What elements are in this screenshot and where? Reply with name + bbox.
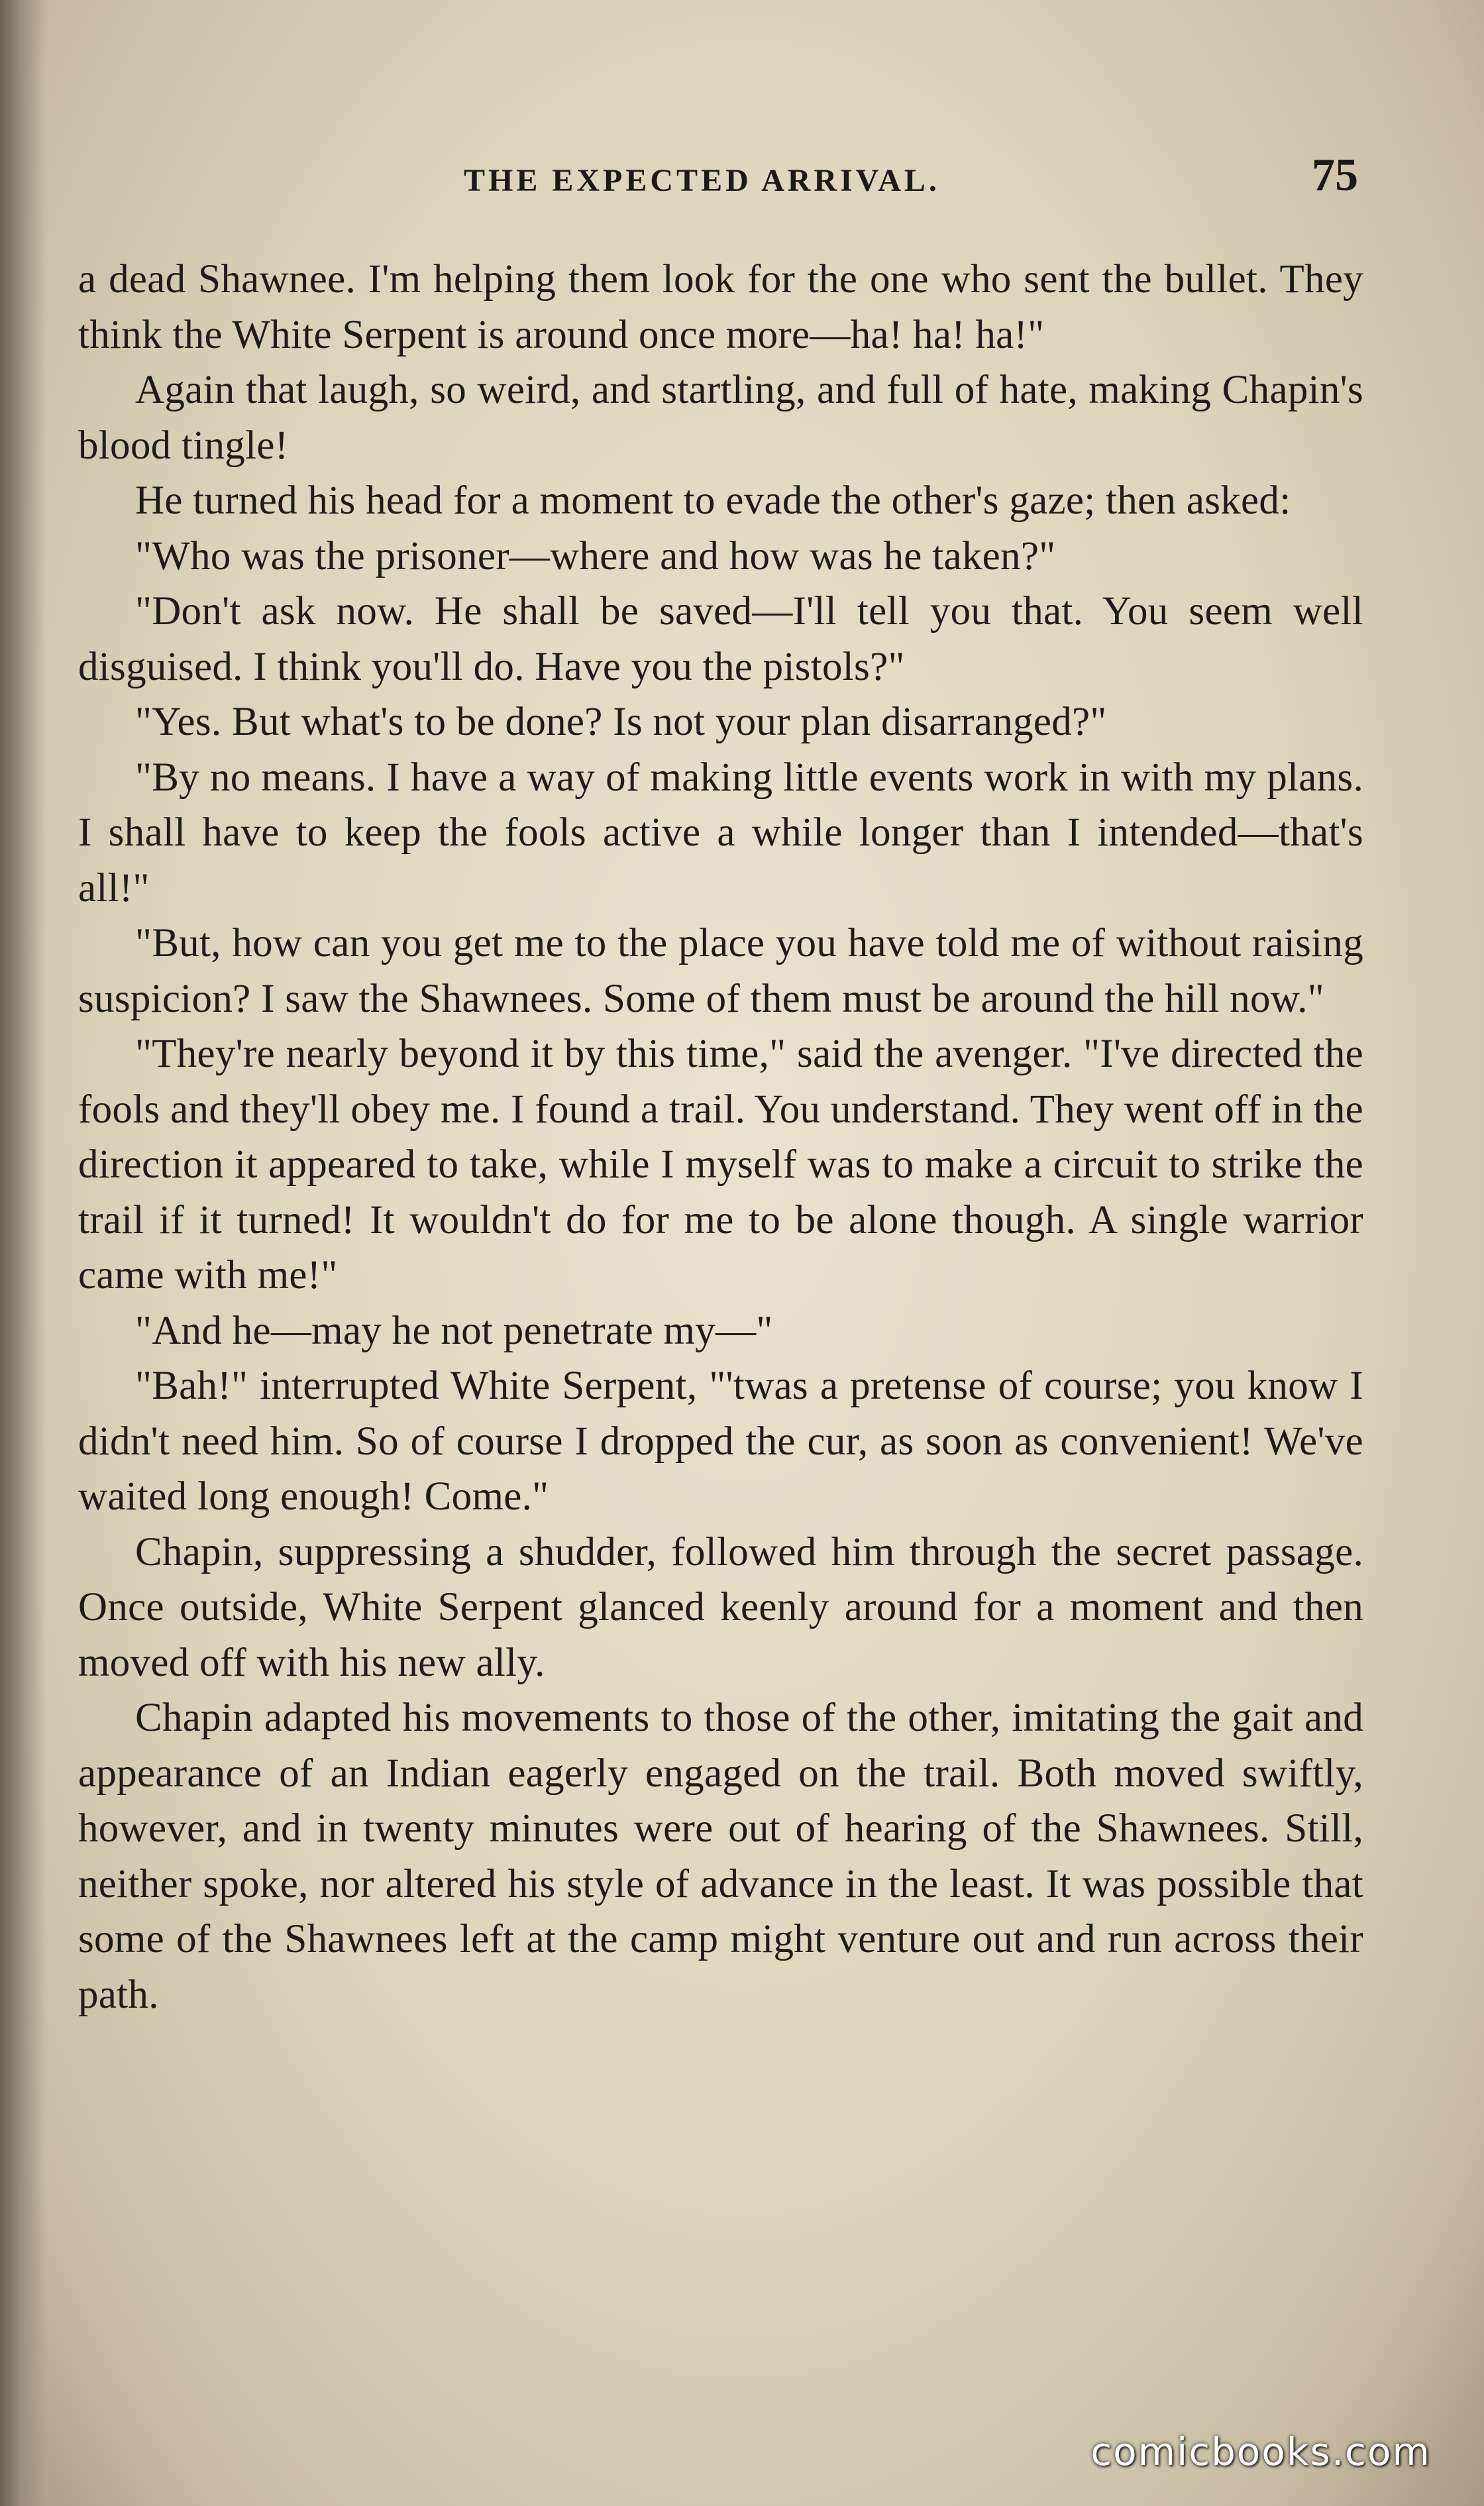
body-text [78,252,1363,2022]
paragraph: "By no means. I have a way of making little events work in with my plans. I shall have to keep the fools active a while longer than I intended—that's all!" [78,755,1363,910]
paragraph: Again that laugh, so weird, and startling, and full of hate, making Chapin's blood tingle! [78,368,1363,468]
page-number: 75 [1312,150,1358,201]
paragraph: Chapin adapted his movements to those of the other, imitating the gait and appearance of an Indian eagerly engaged on the trail. Both moved swiftly, however, and in twenty minutes were out of hearing of the Shawnees. Still, neither spoke, nor altered his style of advance in the least. It was possible that some of the Shawnees left at the camp might venture out and run across their path. [78,1696,1363,2017]
watermark-text: comicbooks.com [1090,2429,1431,2474]
paragraph: "Who was the prisoner—where and how was he taken?" [135,533,1056,578]
paragraph: "But, how can you get me to the place you have told me of without raising suspicion? I saw the Shawnees. Some of them must be around the hill now." [78,921,1363,1021]
paragraph: "Don't ask now. He shall be saved—I'll tell you that. You seem well disguised. I think you'll do. Have you the pistols?" [78,589,1363,689]
running-head: THE EXPECTED ARRIVAL. [464,163,940,198]
page-header [80,149,1358,209]
page-spine-shadow [0,0,46,2506]
paragraph: Chapin, suppressing a shudder, followed him through the secret passage. Once outside, White Serpent glanced keenly around for a moment and then moved off with his new ally. [78,1529,1363,1685]
paragraph: "And he—may he not penetrate my—" [135,1308,773,1353]
paragraph: "Yes. But what's to be done? Is not your plan disarranged?" [135,700,1107,744]
paragraph: "Bah!" interrupted White Serpent, "'twas a pretense of course; you know I didn't need him. So of course I dropped the cur, as soon as convenient! We've waited long enough! Come." [78,1364,1363,1519]
paragraph: "They're nearly beyond it by this time," said the avenger. "I've directed the fools and they'll obey me. I found a trail. You understand. They went off in the direction it appeared to take, while I myself was to make a circuit to strike the trail if it turned! It wouldn't do for me to be alone though. A single warrior came with me!" [78,1032,1363,1297]
paragraph: He turned his head for a moment to evade the other's gaze; then asked: [135,478,1291,523]
paragraph: a dead Shawnee. I'm helping them look for the one who sent the bullet. They think the White Serpent is around once more—ha! ha! ha!" [78,257,1363,357]
